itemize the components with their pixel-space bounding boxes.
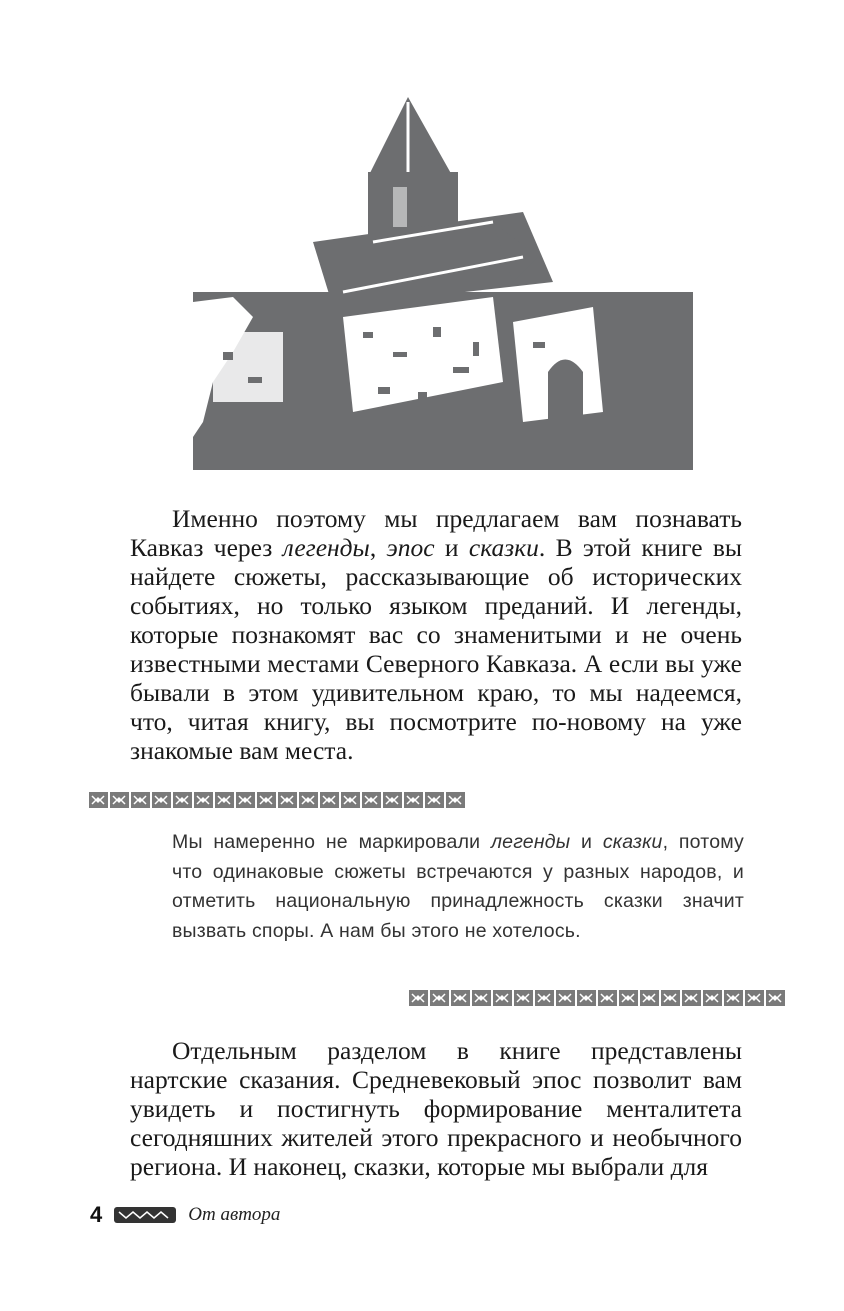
footer-ornament-icon <box>114 1204 176 1226</box>
paragraph-intro: Именно поэтому мы предлагаем вам познавать Кавказ через легенды, эпос и сказки. В этой книге вы найдете сюжеты, рассказывающие об исторических событиях, но только языком преданий. И легенды, которые познакомят вас со знаменитыми и не очень известными местами Северного Кавказа. А если вы уже бывали в этом удивительном краю, то мы надеемся, что, читая книгу, вы посмотрите по-новому на уже знакомые вам места. <box>130 504 743 765</box>
paragraph-sections: Отдельным разделом в книге представлены нартские сказания. Средневековый эпос позволит вам увидеть и постигнуть формирование менталитета сегодняшних жителей этого прекрасного и необычного региона. И наконец, сказки, которые мы выбрали для <box>130 1036 742 1181</box>
church-illustration <box>193 92 693 470</box>
ornament-divider-bottom <box>408 988 786 1008</box>
running-head: От автора <box>188 1204 281 1225</box>
page-number: 4 <box>90 1202 103 1227</box>
author-note: Мы намеренно не маркировали легенды и сказки, потому что одинаковые сюжеты встречаются у разных народов, и отметить национальную принадлежность сказки значит вызвать споры. А нам бы этого не хотелось. <box>172 831 745 942</box>
page-footer <box>90 1198 280 1232</box>
ornament-divider-top <box>88 790 466 810</box>
